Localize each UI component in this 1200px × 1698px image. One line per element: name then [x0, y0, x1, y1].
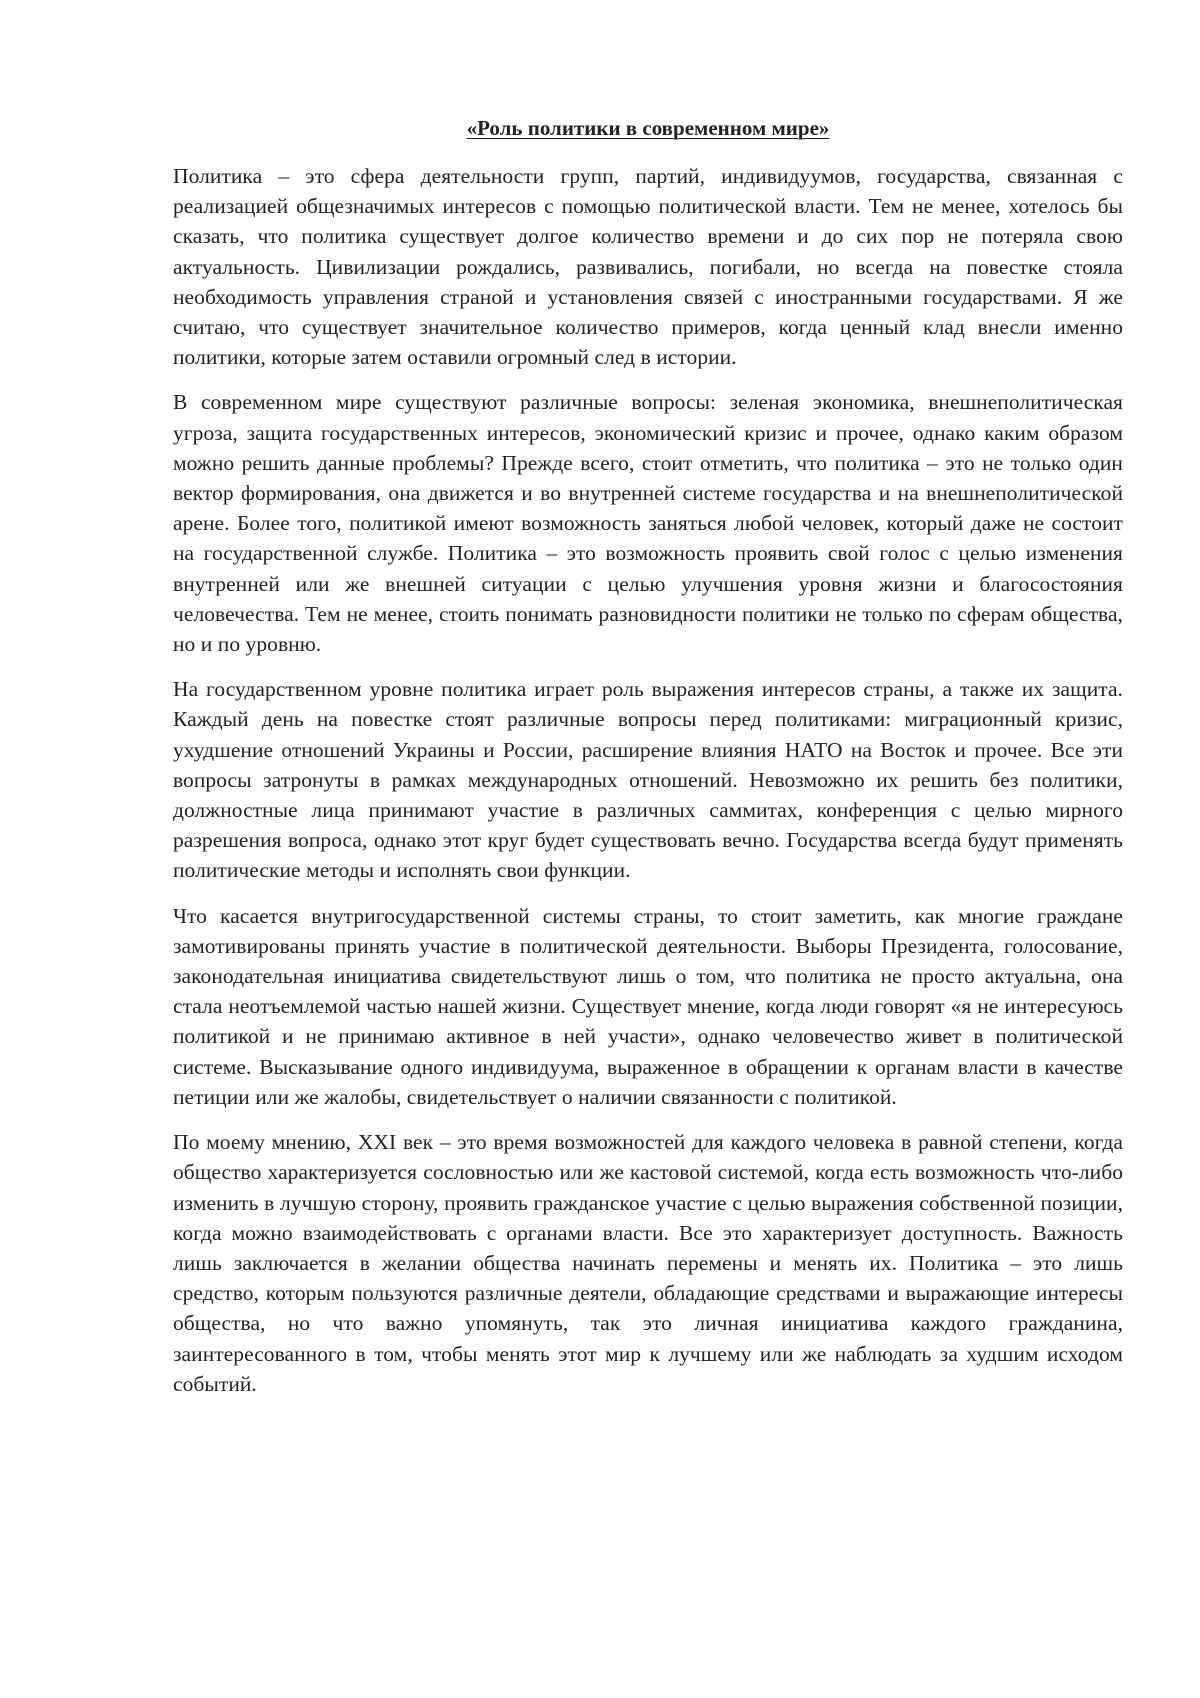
paragraph-3: На государственном уровне политика играет роль выражения интересов страны, а также их защита. Каждый день на повестке стоят различные вопросы перед политиками: миграционный кризис, ухудшение отношений Украины и России, расширение влияния НАТО на Восток и прочее. Все эти вопросы затронуты в рамках международных отношений. Невозможно их решить без политики, должностные лица принимают участие в различных саммитах, конференция с целью мирного разрешения вопроса, однако этот круг будет существовать вечно. Государства всегда будут применять политические методы и исполнять свои функции. [173, 677, 1123, 883]
paragraph-4: Что касается внутригосударственной системы страны, то стоит заметить, как многие граждане замотивированы принять участие в политической деятельности. Выборы Президента, голосование, законодательная инициатива свидетельствуют лишь о том, что политика не просто актуальна, она стала неотъемлемой частью нашей жизни. Существует мнение, когда люди говорят «я не интересуюсь политикой и не принимаю активное в ней участи», однако человечество живет в политической системе. Высказывание одного индивидуума, выраженное в обращении к органам власти в качестве петиции или же жалобы, свидетельствует о наличии связанности с политикой. [173, 903, 1123, 1109]
paragraph-1: Политика – это сфера деятельности групп, партий, индивидуумов, государства, связанная с реализацией общезначимых интересов с помощью политической власти. Тем не менее, хотелось бы сказать, что политика существует долгое количество времени и до сих пор не потеряла свою актуальность. Цивилизации рождались, развивались, погибали, но всегда на повестке стояла необходимость управления страной и установления связей с иностранными государствами. Я же считаю, что существует значительное количество примеров, когда ценный клад внесли именно политики, которые затем оставили огромный след в истории. [173, 164, 1123, 370]
paragraph-2: В современном мире существуют различные вопросы: зеленая экономика, внешнеполитическая угроза, защита государственных интересов, экономический кризис и прочее, однако каким образом можно решить данные проблемы? Прежде всего, стоит отметить, что политика – это не только один вектор формирования, она движется и во внутренней системе государства и на внешнеполитической арене. Более того, политикой имеют возможность заняться любой человек, который даже не состоит на государственной службе. Политика – это возможность проявить свой голос с целью изменения внутренней или же внешней ситуации с целью улучшения уровня жизни и благосостояния человечества. Тем не менее, стоить понимать разновидности политики не только по сферам общества, но и по уровню. [173, 390, 1123, 657]
document-page [173, 113, 1123, 1414]
paragraph-5: По моему мнению, XXI век – это время возможностей для каждого человека в равной степени, когда общество характеризуется сословностью или же кастовой системой, когда есть возможность что-либо изменить в лучшую сторону, проявить гражданское участие с целью выражения собственной позиции, когда можно взаимодействовать с органами власти. Все это характеризует доступность. Важность лишь заключается в желании общества начинать перемены и менять их. Политика – это лишь средство, которым пользуются различные деятели, обладающие средствами и выражающие интересы общества, но что важно упомянуть, так это личная инициатива каждого гражданина, заинтересованного в том, чтобы менять этот мир к лучшему или же наблюдать за худшим исходом событий. [173, 1130, 1123, 1396]
document-title: «Роль политики в современном мире» [466, 116, 830, 140]
